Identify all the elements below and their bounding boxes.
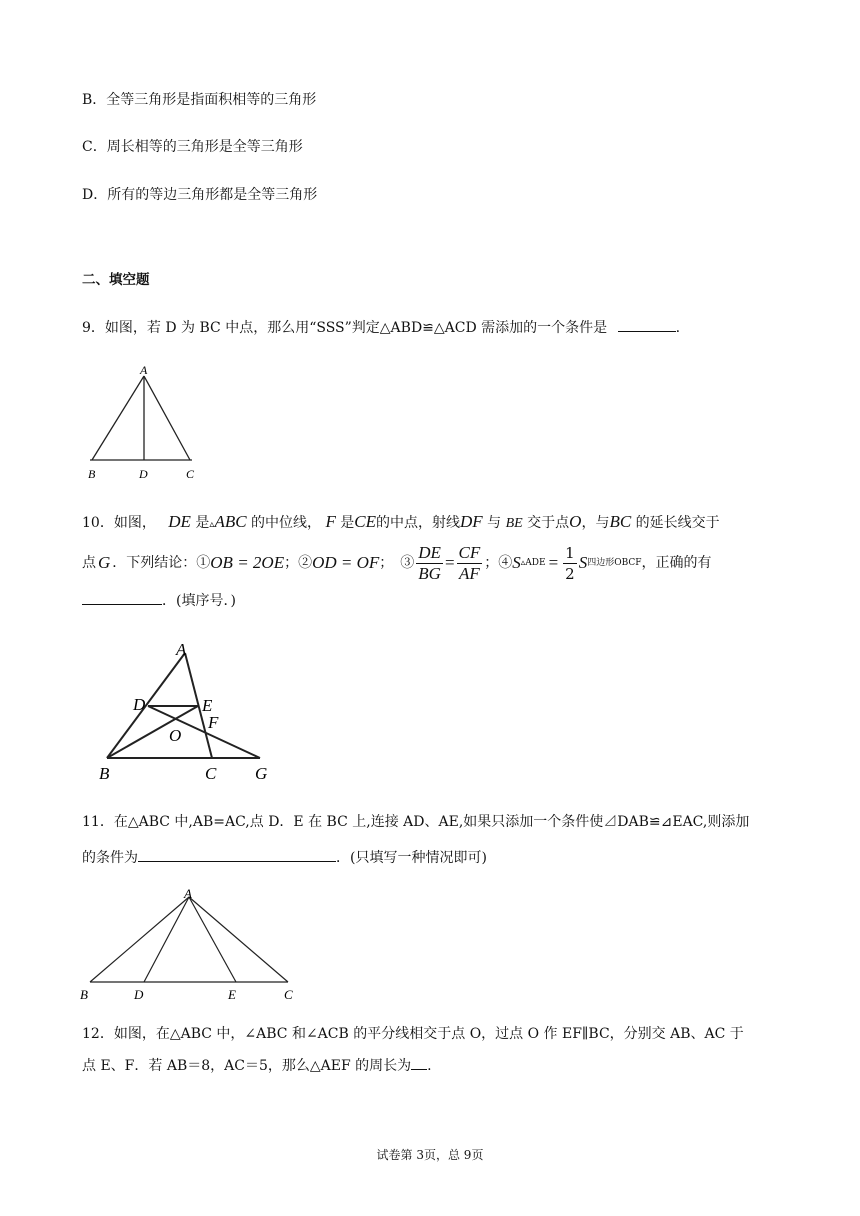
q10-label-f: F [208, 713, 219, 732]
q10-label-e: E [202, 696, 213, 715]
q10-conclusion-2: OD = OF [312, 553, 380, 572]
section-title: 二、填空题 [82, 272, 150, 288]
q10-text-d: 是 [340, 515, 355, 531]
question-12-line2 [82, 1055, 432, 1076]
q10-label-o: O [169, 726, 182, 745]
q10-text-fill-hint: ．(填序号．) [162, 593, 236, 609]
q11-text-a: 的条件为 [82, 850, 138, 866]
q11-label-c: C [284, 987, 293, 1002]
q10-half-numerator: 1 [565, 543, 575, 562]
q10-frac1-numerator: DE [418, 542, 441, 562]
q10-text-b: 是 [195, 515, 210, 531]
question-9 [82, 317, 680, 338]
q10-fraction-de-bg [416, 543, 443, 584]
q11-answer-blank[interactable] [138, 847, 336, 862]
q10-math-df: DF [460, 512, 483, 531]
q10-text-f: 与 [487, 515, 502, 531]
option-c: C．周长相等的三角形是全等三角形 [82, 139, 303, 155]
q10-area-sub-obcf: 四边形OBCF [587, 558, 642, 568]
q10-text-point: 点 [82, 555, 96, 571]
q10-text-sep-2: ；② [284, 555, 313, 571]
q10-fraction-cf-af [457, 543, 483, 584]
q10-figure [95, 640, 285, 782]
question-10-line3 [82, 590, 236, 611]
q9-figure [80, 360, 210, 485]
q10-math-abc: ABC [214, 512, 247, 531]
q9-answer-blank[interactable] [618, 317, 676, 332]
q11-segment-ae [189, 897, 236, 982]
q10-label-g: G [255, 764, 268, 782]
q10-area-sub-ade: ▵ADE [520, 558, 546, 568]
question-11-line2 [82, 847, 487, 868]
q10-math-ce: CE [354, 512, 377, 531]
q10-fraction-half [563, 543, 577, 584]
question-11-line1: 11．在△ABC 中,AB=AC,点 D．E 在 BC 上,连接 AD、AE,如果只添加一个条件使⊿DAB≌⊿EAC,则添加 [82, 814, 750, 830]
triangle-symbol: ▵ [209, 519, 215, 530]
q10-text-g: 交于点 [527, 515, 570, 531]
q12-text-b: . [427, 1058, 432, 1074]
q10-math-f: F [325, 512, 336, 531]
q9-segment-ac [144, 376, 190, 460]
q11-segment-ab [90, 897, 189, 982]
q11-label-a: A [184, 886, 192, 901]
q9-label-d: D [139, 467, 148, 481]
q10-text-i: 的延长线交于 [635, 515, 720, 531]
option-d: D．所有的等边三角形都是全等三角形 [82, 187, 318, 203]
q10-answer-blank[interactable] [82, 590, 162, 605]
q11-label-d: D [134, 987, 144, 1002]
q10-area-s1: S [512, 553, 521, 572]
q10-half-denominator: 2 [565, 564, 575, 583]
q10-math-bc: BC [609, 512, 632, 531]
q9-label-b: B [88, 467, 96, 481]
q10-math-o: O [569, 512, 582, 531]
option-b: B．全等三角形是指面积相等的三角形 [82, 92, 317, 108]
q10-frac1-denominator: BG [418, 563, 441, 583]
q10-frac2-denominator: AF [459, 563, 480, 583]
q9-text: 9．如图，若 D 为 BC 中点，那么用“SSS”判定△ABD≌△ACD 需添加的一个条件是 [82, 320, 608, 336]
q10-math-de: DE [168, 512, 191, 531]
page-footer: 试卷第 3页，总 9页 [376, 1148, 484, 1162]
q10-text-sep-4: ；④ [484, 555, 513, 571]
q11-figure [76, 884, 302, 1002]
q10-segment-be [107, 706, 198, 758]
q10-area-s2: S [578, 553, 588, 572]
q10-label-c: C [205, 764, 217, 782]
q10-math-g: G [98, 553, 111, 572]
q9-label-a: A [140, 363, 148, 377]
question-12-line1: 12．如图，在△ABC 中，∠ABC 和∠ACB 的平分线相交于点 O，过点 O 作 EF∥BC，分别交 AB、AC 于 [82, 1026, 744, 1042]
q10-text-e: 的中点，射线 [376, 515, 461, 531]
q9-end: . [675, 320, 681, 336]
q12-text-a: 点 E、F．若 AB＝8，AC＝5，那么△AEF 的周长为 [82, 1058, 412, 1074]
q9-segment-ab [92, 376, 144, 460]
q10-label-b: B [99, 764, 110, 782]
q11-label-b: B [80, 987, 88, 1002]
q10-frac2-numerator: CF [458, 542, 481, 562]
q10-label-d: D [133, 695, 146, 714]
q9-label-c: C [186, 467, 195, 481]
q10-text-h: ，与 [581, 515, 610, 531]
q10-text-correct: ，正确的有 [641, 555, 712, 571]
q11-label-e: E [228, 987, 236, 1002]
equals-sign-2: = [548, 553, 559, 572]
q10-text-c: 的中位线， [251, 515, 321, 531]
q11-text-b: ．(只填写一种情况即可) [336, 850, 487, 866]
question-10-line2 [82, 542, 712, 584]
q10-text-conclusions: ．下列结论：① [112, 555, 211, 571]
q10-text-sep-3: ； ③ [379, 555, 415, 571]
q10-math-be: BE [505, 516, 523, 531]
q11-segment-ad [144, 897, 189, 982]
q12-answer-blank[interactable] [411, 1055, 427, 1070]
equals-sign: = [444, 553, 455, 572]
q11-segment-ac [189, 897, 288, 982]
q10-conclusion-1: OB = 2OE [210, 553, 285, 572]
q10-label-a: A [176, 640, 187, 659]
question-10-line1 [82, 512, 720, 535]
q10-text-a: 10．如图， [82, 515, 156, 531]
